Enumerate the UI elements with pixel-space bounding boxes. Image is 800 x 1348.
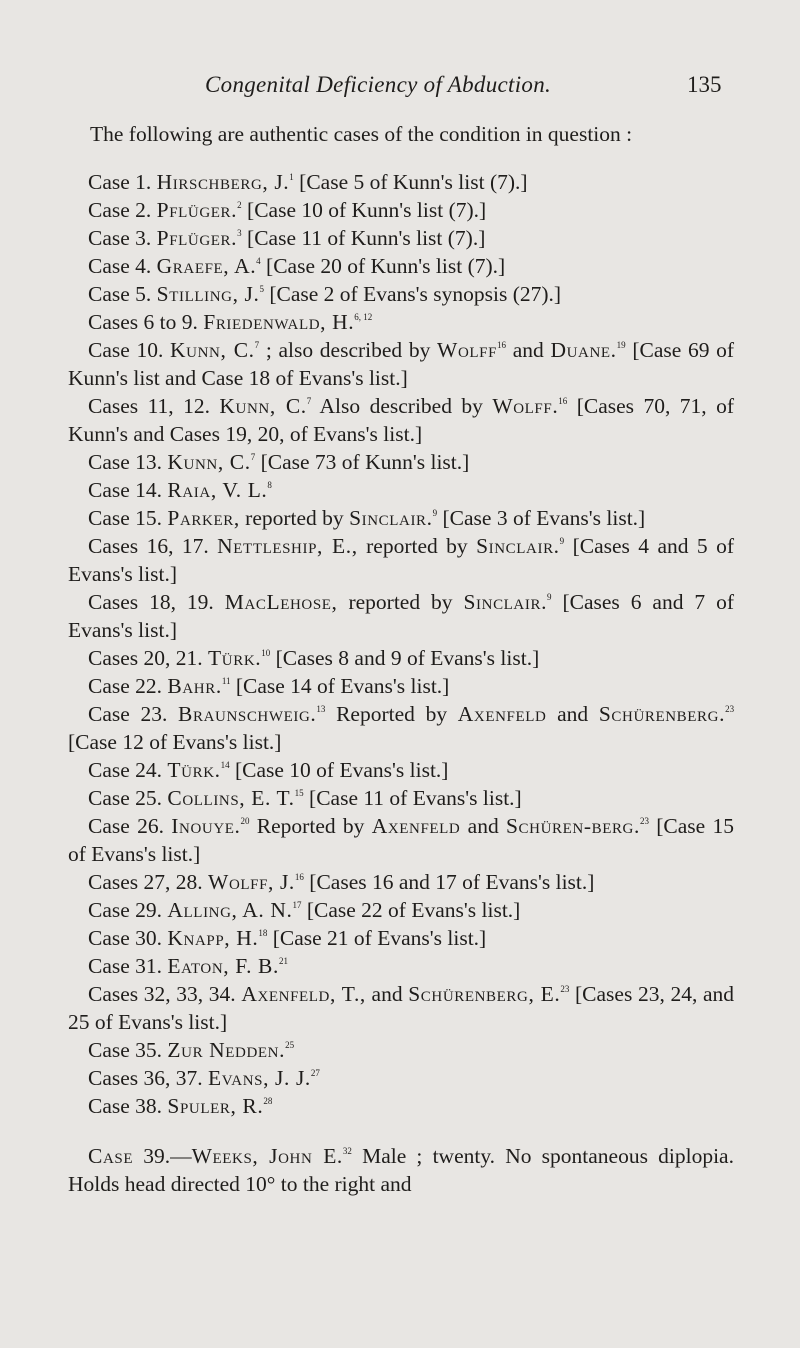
case-text: and <box>467 814 499 838</box>
footnote-ref: 6, 12 <box>354 312 373 322</box>
case-number: Cases 18, 19. <box>88 590 214 614</box>
case-text: [Cases 6 and 7 of Evans's list.] <box>68 590 735 642</box>
case-text: [Case 14 of Evans's list.] <box>235 674 450 698</box>
running-title: Congenital Deficiency of Abduction. <box>205 72 552 97</box>
case-entry <box>68 784 734 812</box>
case-entry <box>68 504 734 532</box>
case-number: Case 26. <box>88 814 164 838</box>
author-name: Spuler, R. <box>167 1094 264 1118</box>
case-entry <box>68 532 734 588</box>
case-text: Reported by <box>336 702 448 726</box>
case-text: [Case 10 of Kunn's list (7).] <box>247 198 487 222</box>
case-number: Cases 32, 33, 34. <box>88 982 236 1006</box>
author-name: Schüren-berg. <box>506 814 640 838</box>
case-text: [Case 5 of Kunn's list (7).] <box>299 170 528 194</box>
case-number: Cases 27, 28. <box>88 870 203 894</box>
footnote-ref: 28 <box>263 1096 273 1106</box>
author-name: Sinclair. <box>476 534 560 558</box>
case-text: [Case 69 of Kunn's list and Case 18 of Evans's list.] <box>68 338 735 390</box>
footnote-ref: 23 <box>725 704 735 714</box>
author-name: Nettleship, E., <box>217 534 358 558</box>
case-text: [Cases 23, 24, and 25 of Evans's list.] <box>68 982 735 1034</box>
case-number: Case 25. <box>88 786 163 810</box>
footnote-ref: 13 <box>316 704 326 714</box>
author-name: Collins, E. T. <box>167 786 295 810</box>
case-number: Case 24. <box>88 758 163 782</box>
case-entry <box>68 448 734 476</box>
case-text: [Case 15 of Evans's list.] <box>68 814 735 866</box>
footnote-ref: 20 <box>240 816 250 826</box>
footnote-ref: 7 <box>306 396 312 406</box>
case-entry <box>68 756 734 784</box>
author-name: Wolff, J. <box>208 870 295 894</box>
case-number: Case 1. <box>88 170 152 194</box>
author-name: Wolff <box>437 338 498 362</box>
case-number: 39.— <box>143 1144 192 1168</box>
case-number: Case 10. <box>88 338 164 362</box>
author-name: Axenfeld, T., <box>241 982 366 1006</box>
case-text: Reported by <box>256 814 365 838</box>
footnote-ref: 8 <box>267 480 272 490</box>
case-text: [Case 12 of Evans's list.] <box>68 730 282 754</box>
author-name: Hirschberg, J. <box>156 170 290 194</box>
author-name: Knapp, H. <box>167 926 259 950</box>
case-text: [Case 11 of Kunn's list (7).] <box>247 226 486 250</box>
footnote-ref: 16 <box>497 340 507 350</box>
case-number: Case 14. <box>88 478 163 502</box>
case-entry <box>68 952 734 980</box>
author-name: Raia, V. L. <box>167 478 268 502</box>
case-entry <box>68 868 734 896</box>
author-name: Pflüger. <box>156 226 238 250</box>
author-name: Evans, J. J. <box>208 1066 311 1090</box>
case-text: [Case 2 of Evans's synopsis (27).] <box>269 282 562 306</box>
footnote-ref: 1 <box>289 172 294 182</box>
author-name: Türk. <box>167 758 221 782</box>
case-text: [Case 10 of Evans's list.] <box>234 758 449 782</box>
case-text: and <box>371 982 403 1006</box>
case-entry <box>68 392 734 448</box>
author-name: Sinclair. <box>463 590 548 614</box>
case-text: [Case 3 of Evans's list.] <box>442 506 646 530</box>
case-entry <box>68 476 734 504</box>
case-number: Case 4. <box>88 254 152 278</box>
case-number: Cases 20, 21. <box>88 646 203 670</box>
case-text: [Case 21 of Evans's list.] <box>272 926 487 950</box>
case-39-paragraph <box>68 1142 734 1198</box>
author-name: Wolff. <box>492 394 559 418</box>
author-name: Türk. <box>208 646 262 670</box>
intro-paragraph: The following are authentic cases of the condition in question : <box>90 122 633 146</box>
case-number: Cases 16, 17. <box>88 534 209 558</box>
author-name: Schürenberg, E. <box>408 982 561 1006</box>
footnote-ref: 9 <box>432 508 438 518</box>
author-name: Sinclair. <box>349 506 433 530</box>
author-name: Schürenberg. <box>598 702 726 726</box>
case-entry <box>68 980 734 1036</box>
author-name: Duane. <box>550 338 617 362</box>
author-name: Alling, A. N. <box>167 898 293 922</box>
footnote-ref: 16 <box>294 872 304 882</box>
footnote-ref: 19 <box>616 340 626 350</box>
case-text: [Cases 16 and 17 of Evans's list.] <box>309 870 595 894</box>
case-entry <box>68 1064 734 1092</box>
author-name: Inouye. <box>171 814 241 838</box>
page-header <box>0 72 800 106</box>
page-number: 135 <box>687 72 722 97</box>
case-number: Case 29. <box>88 898 163 922</box>
case-text: [Cases 70, 71, of Kunn's and Cases 19, 20, of Evans's list.] <box>68 394 735 446</box>
case-number: Case 13. <box>88 450 163 474</box>
footnote-ref: 7 <box>254 340 260 350</box>
footnote-ref: 23 <box>639 816 649 826</box>
case-text: and <box>512 338 544 362</box>
author-name: Weeks, John E. <box>191 1144 343 1168</box>
case-entry <box>68 336 734 392</box>
case-text: [Cases 8 and 9 of Evans's list.] <box>275 646 540 670</box>
case-text: and <box>557 702 589 726</box>
case-entry <box>68 280 734 308</box>
case-entry <box>68 1092 734 1120</box>
case-entry <box>68 896 734 924</box>
case-number: Case 23. <box>88 702 168 726</box>
author-name: Braunschweig. <box>178 702 317 726</box>
case-text: [Case 73 of Kunn's list.] <box>260 450 470 474</box>
case-text: reported by <box>245 506 344 530</box>
case-number: Cases 6 to 9. <box>88 310 198 334</box>
footnote-ref: 21 <box>278 956 288 966</box>
author-name: Axenfeld <box>371 814 461 838</box>
footnote-ref: 2 <box>237 200 242 210</box>
case-text: [Cases 4 and 5 of Evans's list.] <box>68 534 735 586</box>
case-entry <box>68 644 734 672</box>
author-name: Eaton, F. B. <box>167 954 279 978</box>
case-number: Case 3. <box>88 226 152 250</box>
case-text: [Case 11 of Evans's list.] <box>309 786 522 810</box>
case-text: Also described by <box>319 394 483 418</box>
author-name: Kunn, C. <box>219 394 307 418</box>
case-number: Case 38. <box>88 1094 163 1118</box>
case-number: Case 2. <box>88 198 152 222</box>
footnote-ref: 16 <box>558 396 568 406</box>
footnote-ref: 3 <box>237 228 242 238</box>
footnote-ref: 25 <box>285 1040 295 1050</box>
case-entry <box>68 700 734 756</box>
author-name: Pflüger. <box>156 198 238 222</box>
footnote-ref: 18 <box>258 928 268 938</box>
case-entry <box>68 308 734 336</box>
footnote-ref: 15 <box>294 788 304 798</box>
author-name: Stilling, J. <box>156 282 260 306</box>
footnote-ref: 9 <box>559 536 565 546</box>
author-name: Kunn, C. <box>170 338 255 362</box>
author-name: Kunn, C. <box>167 450 251 474</box>
author-name: Graefe, A. <box>156 254 257 278</box>
footnote-ref: 5 <box>259 284 264 294</box>
footnote-ref: 9 <box>547 592 552 602</box>
case-number: Cases 11, 12. <box>88 394 210 418</box>
footnote-ref: 23 <box>560 984 570 994</box>
case-number: Case 35. <box>88 1038 163 1062</box>
footnote-ref: 27 <box>310 1068 320 1078</box>
case-entry <box>68 924 734 952</box>
author-name: Axenfeld <box>457 702 547 726</box>
case-text: ; also described by <box>265 338 431 362</box>
case-entry <box>68 1036 734 1064</box>
case-entry <box>68 812 734 868</box>
case-entry <box>68 588 734 644</box>
author-name: Parker, <box>167 506 240 530</box>
case-number: Case 31. <box>88 954 163 978</box>
case-number: Case 15. <box>88 506 163 530</box>
case-text: [Case 20 of Kunn's list (7).] <box>266 254 506 278</box>
case-entry <box>68 224 734 252</box>
case-entry <box>68 252 734 280</box>
case-entry <box>68 672 734 700</box>
author-name: Bahr. <box>167 674 222 698</box>
case-text: reported by <box>366 534 468 558</box>
footnote-ref: 7 <box>250 452 256 462</box>
footnote-ref: 17 <box>292 900 302 910</box>
case-number: Case 5. <box>88 282 152 306</box>
case-list <box>68 168 734 1120</box>
case-entry <box>68 196 734 224</box>
case-number: Cases 36, 37. <box>88 1066 203 1090</box>
author-name: Zur Nedden. <box>167 1038 286 1062</box>
case-text: reported by <box>348 590 453 614</box>
case-text: [Case 22 of Evans's list.] <box>306 898 521 922</box>
case-entry <box>68 168 734 196</box>
case-number: Case 30. <box>88 926 163 950</box>
footnote-ref: 4 <box>256 256 261 266</box>
footnote-ref: 14 <box>220 760 230 770</box>
footnote-ref: 32 <box>342 1146 352 1156</box>
footnote-ref: 11 <box>221 676 231 686</box>
case-label: Case <box>88 1144 134 1168</box>
footnote-ref: 10 <box>261 648 271 658</box>
author-name: Friedenwald, H. <box>203 310 355 334</box>
case-number: Case 22. <box>88 674 163 698</box>
author-name: MacLehose, <box>224 590 338 614</box>
body-text <box>68 120 734 1198</box>
case-description: Male ; twenty. No spontaneous diplopia. Holds head directed 10° to the right and <box>68 1144 734 1196</box>
